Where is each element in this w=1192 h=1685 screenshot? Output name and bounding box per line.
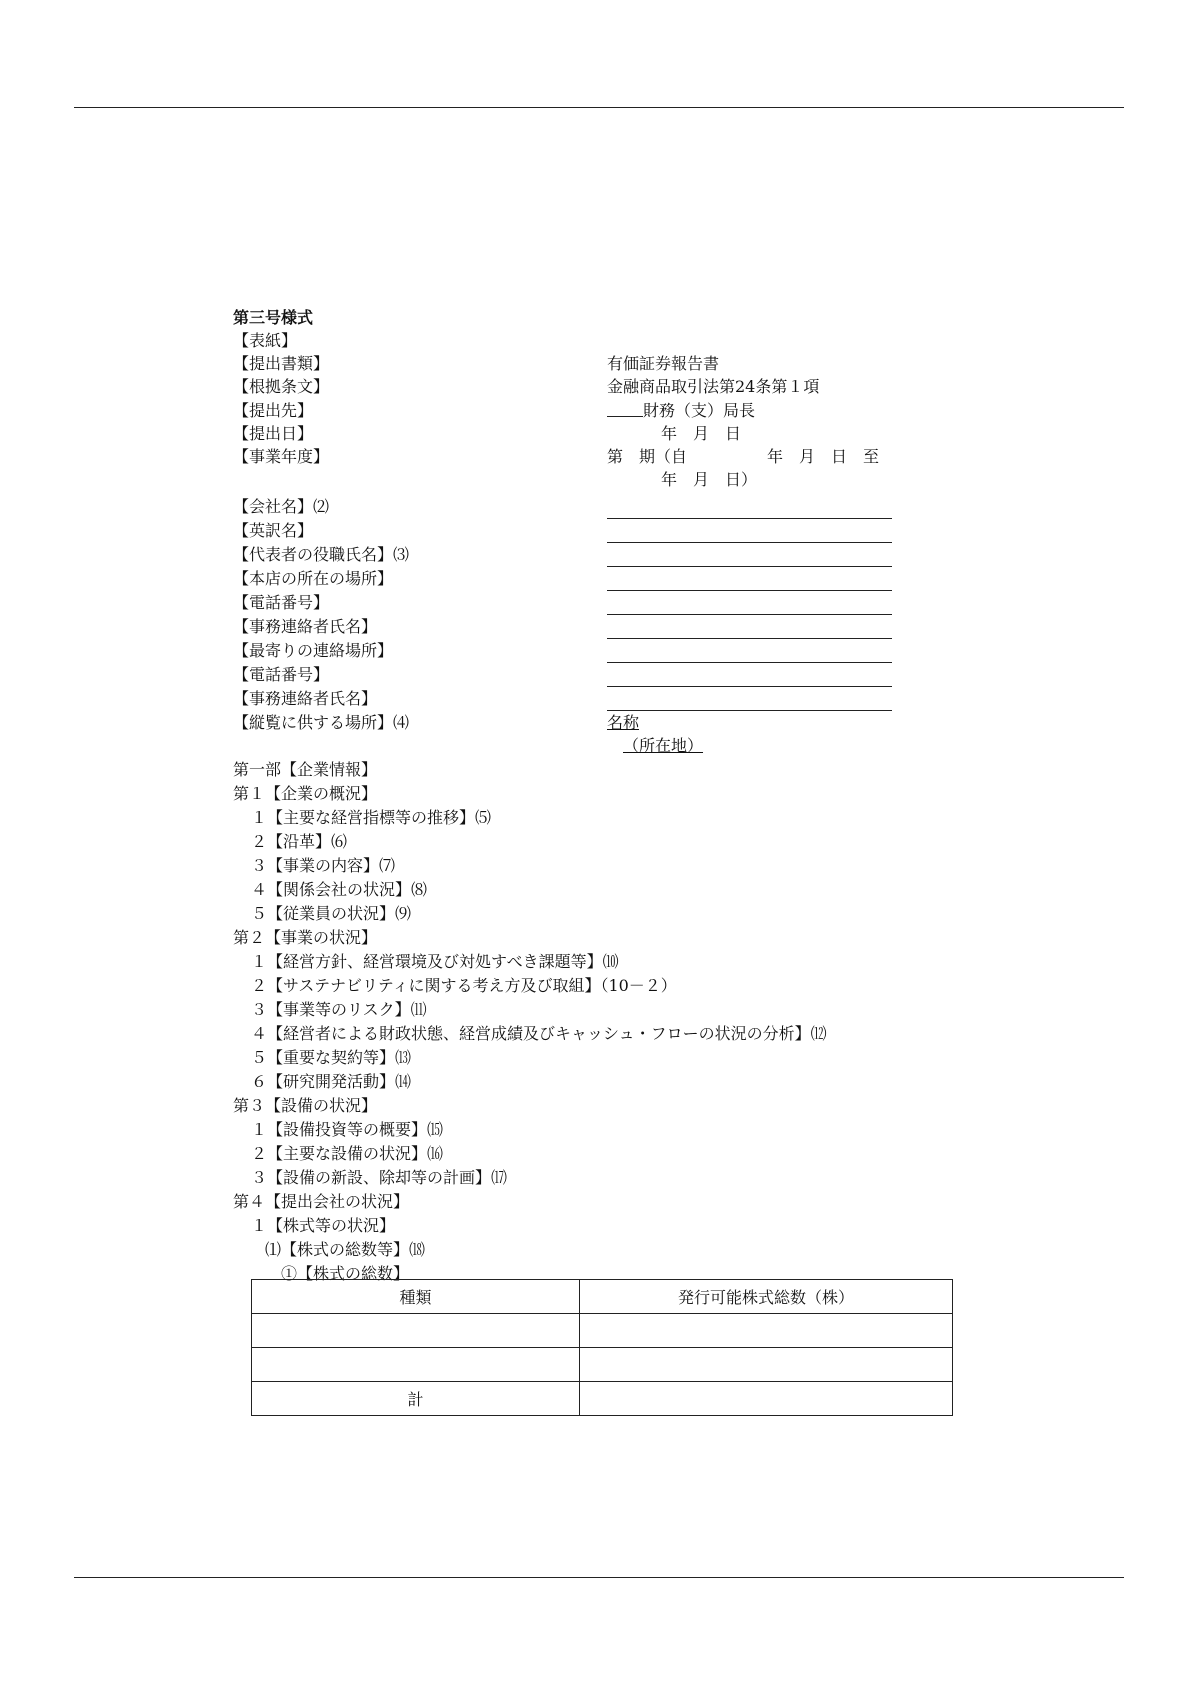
cover-heading: 【表紙】 xyxy=(233,331,298,350)
toc-item: 第２【事業の状況】 xyxy=(233,928,378,947)
table-row xyxy=(252,1314,953,1348)
blank-field-label: 【電話番号】 xyxy=(233,593,330,612)
field-value: 財務（支）局長 xyxy=(643,401,756,420)
blank-field-line xyxy=(607,662,892,663)
field-label: 【提出先】 xyxy=(233,401,314,420)
inspection-name: 名称 xyxy=(607,713,640,732)
toc-item: ３【事業等のリスク】⑾ xyxy=(251,1000,427,1019)
toc-item: １【主要な経営指標等の推移】⑸ xyxy=(251,808,492,827)
field-label: 【根拠条文】 xyxy=(233,377,330,396)
field-label: 【提出書類】 xyxy=(233,354,330,373)
toc-item: ４【関係会社の状況】⑻ xyxy=(251,880,428,899)
toc-item: １【設備投資等の概要】⒂ xyxy=(251,1120,444,1139)
footer-rule xyxy=(74,1577,1124,1578)
table-cell xyxy=(580,1314,953,1348)
blank-field-line xyxy=(607,614,892,615)
blank-field-line xyxy=(607,566,892,567)
field-label: 【提出日】 xyxy=(233,424,314,443)
toc-item: ２【沿革】⑹ xyxy=(251,832,348,851)
blank-field-line xyxy=(607,590,892,591)
toc-item: 第一部【企業情報】 xyxy=(233,760,378,779)
field-value: 有価証券報告書 xyxy=(607,354,720,373)
table-header: 発行可能株式総数（株） xyxy=(580,1280,953,1314)
blank-field-line xyxy=(607,542,892,543)
blank-field-line xyxy=(607,638,892,639)
toc-item: 第３【設備の状況】 xyxy=(233,1096,378,1115)
blank-field-line xyxy=(607,518,892,519)
toc-item: １【経営方針、経営環境及び対処すべき課題等】⑽ xyxy=(251,952,619,971)
toc-item: ３【事業の内容】⑺ xyxy=(251,856,396,875)
bureau-blank xyxy=(607,402,643,417)
field-value-continued: 年 月 日） xyxy=(661,470,758,489)
table-total-row xyxy=(252,1382,953,1416)
toc-item: ⑴【株式の総数等】⒅ xyxy=(265,1240,426,1259)
table-header: 種類 xyxy=(252,1280,580,1314)
toc-item: ５【重要な契約等】⒀ xyxy=(251,1048,412,1067)
blank-field-label: 【電話番号】 xyxy=(233,665,330,684)
table-cell xyxy=(252,1314,580,1348)
toc-item: 第１【企業の概況】 xyxy=(233,784,378,803)
form-title: 第三号様式 xyxy=(233,308,314,327)
blank-field-label: 【事務連絡者氏名】 xyxy=(233,617,378,636)
header-rule xyxy=(74,107,1124,108)
blank-field-line xyxy=(607,686,892,687)
blank-field-label: 【代表者の役職氏名】⑶ xyxy=(233,545,410,564)
field-value: 年 月 日 xyxy=(661,424,742,443)
field-label: 【事業年度】 xyxy=(233,447,330,466)
shares-table xyxy=(251,1279,953,1416)
blank-field-label: 【事務連絡者氏名】 xyxy=(233,689,378,708)
field-value: 金融商品取引法第24条第１項 xyxy=(607,377,820,396)
blank-field-line xyxy=(607,710,892,711)
blank-field-label: 【本店の所在の場所】 xyxy=(233,569,394,588)
table-header-row xyxy=(252,1280,953,1314)
blank-field-label: 【最寄りの連絡場所】 xyxy=(233,641,394,660)
table-row xyxy=(252,1348,953,1382)
blank-field-label: 【英訳名】 xyxy=(233,521,314,540)
inspection-label: 【縦覧に供する場所】⑷ xyxy=(233,713,410,732)
field-value: 第 期（自 年 月 日 至 xyxy=(607,447,880,466)
submit-to-value xyxy=(607,399,755,423)
toc-item: ２【主要な設備の状況】⒃ xyxy=(251,1144,444,1163)
total-label: 計 xyxy=(252,1382,580,1416)
blank-field-label: 【会社名】⑵ xyxy=(233,497,330,516)
toc-item: １【株式等の状況】 xyxy=(251,1216,396,1235)
total-value xyxy=(580,1382,953,1416)
toc-item: ①【株式の総数】 xyxy=(281,1264,410,1283)
table-cell xyxy=(580,1348,953,1382)
toc-item: ３【設備の新設、除却等の計画】⒄ xyxy=(251,1168,508,1187)
toc-item: ６【研究開発活動】⒁ xyxy=(251,1072,412,1091)
toc-item: 第４【提出会社の状況】 xyxy=(233,1192,410,1211)
inspection-location: （所在地） xyxy=(623,736,704,755)
toc-item: ５【従業員の状況】⑼ xyxy=(251,904,412,923)
table-cell xyxy=(252,1348,580,1382)
toc-item: ２【サステナビリティに関する考え方及び取組】（10－２） xyxy=(251,976,677,995)
toc-item: ４【経営者による財政状態、経営成績及びキャッシュ・フローの状況の分析】⑿ xyxy=(251,1024,827,1043)
